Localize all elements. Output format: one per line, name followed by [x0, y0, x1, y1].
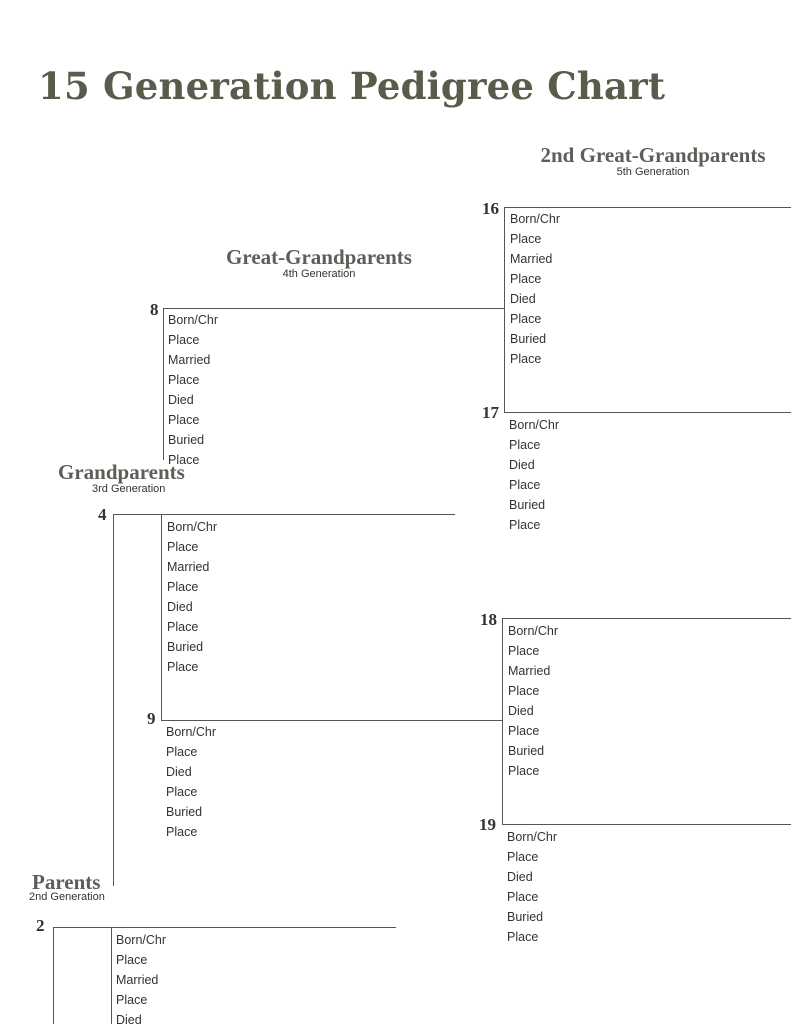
field-label: Born/Chr: [168, 313, 219, 327]
person-19-number: 19: [479, 815, 496, 834]
person-4-line: [113, 514, 455, 515]
field-label: Place: [168, 333, 200, 347]
person-4-fields: [167, 517, 217, 677]
field-label: Died: [508, 704, 534, 718]
field-label: Place: [509, 478, 541, 492]
field-label: Married: [167, 560, 210, 574]
person-4-number: 4: [98, 505, 107, 524]
field-label: Place: [167, 540, 199, 554]
person-9-line: [161, 720, 502, 721]
field-label: Buried: [168, 433, 205, 447]
field-label: Married: [508, 664, 551, 678]
field-label: Died: [509, 458, 535, 472]
field-label: Married: [510, 252, 553, 266]
field-label: Born/Chr: [508, 624, 559, 638]
person-18-number: 18: [480, 610, 497, 629]
connector-2-3: [53, 927, 54, 1024]
person-2-left-edge: [111, 927, 112, 1024]
field-label: Place: [509, 438, 541, 452]
person-2-number: 2: [36, 916, 45, 935]
field-label: Place: [508, 724, 540, 738]
field-label: Born/Chr: [166, 725, 217, 739]
person-16-fields: [510, 209, 560, 369]
person-2-fields: [116, 930, 166, 1030]
field-label: Place: [166, 825, 198, 839]
gen3-heading: Grandparents: [58, 460, 185, 484]
gen3-subheading: 3rd Generation: [92, 483, 166, 495]
field-label: Place: [166, 745, 198, 759]
field-label: Born/Chr: [510, 212, 561, 226]
field-label: Buried: [509, 498, 546, 512]
person-19-line: [502, 824, 791, 825]
person-18-fields: [508, 621, 558, 781]
field-label: Place: [510, 232, 542, 246]
person-17-line: [504, 412, 791, 413]
person-17-fields: [509, 415, 559, 535]
connector-18-19: [502, 618, 503, 825]
person-8-fields: [168, 310, 218, 470]
gen5-subheading: 5th Generation: [616, 166, 690, 178]
field-label: Buried: [510, 332, 547, 346]
person-19-fields: [507, 827, 557, 947]
field-label: Married: [116, 973, 159, 987]
field-label: Place: [508, 644, 540, 658]
field-label: Place: [510, 272, 542, 286]
person-8-line: [163, 308, 505, 309]
field-label: Place: [116, 993, 148, 1007]
field-label: Died: [510, 292, 536, 306]
field-label: Place: [116, 953, 148, 967]
person-8-left-edge: [163, 308, 164, 460]
field-label: Buried: [166, 805, 203, 819]
field-label: Place: [168, 453, 200, 467]
gen2-heading: Parents: [32, 870, 101, 894]
connector-4-5: [113, 514, 114, 886]
field-label: Died: [507, 870, 533, 884]
field-label: Buried: [167, 640, 204, 654]
field-label: Place: [507, 850, 539, 864]
gen4-subheading: 4th Generation: [282, 268, 356, 280]
field-label: Place: [168, 413, 200, 427]
person-8-number: 8: [150, 300, 159, 319]
gen5-heading: 2nd Great-Grandparents: [540, 143, 766, 167]
field-label: Born/Chr: [116, 933, 167, 947]
field-label: Died: [167, 600, 193, 614]
person-9-number: 9: [147, 709, 156, 728]
field-label: Buried: [508, 744, 545, 758]
field-label: Place: [508, 684, 540, 698]
person-17-number: 17: [482, 403, 499, 422]
person-16-line: [504, 207, 791, 208]
person-16-number: 16: [482, 199, 499, 218]
page-title: 15 Generation Pedigree Chart: [38, 64, 666, 108]
field-label: Place: [510, 312, 542, 326]
field-label: Married: [168, 353, 211, 367]
field-label: Place: [509, 518, 541, 532]
person-18-line: [502, 618, 791, 619]
field-label: Place: [167, 660, 199, 674]
field-label: Place: [508, 764, 540, 778]
field-label: Place: [167, 580, 199, 594]
person-2-line: [53, 927, 396, 928]
connector-16-17: [504, 207, 505, 413]
gen4-heading: Great-Grandparents: [226, 245, 412, 269]
gen2-subheading: 2nd Generation: [29, 891, 105, 903]
field-label: Place: [167, 620, 199, 634]
field-label: Died: [116, 1013, 142, 1027]
field-label: Place: [166, 785, 198, 799]
field-label: Place: [507, 930, 539, 944]
field-label: Died: [166, 765, 192, 779]
field-label: Died: [168, 393, 194, 407]
field-label: Place: [507, 890, 539, 904]
field-label: Buried: [507, 910, 544, 924]
connector-8-9: [161, 514, 162, 721]
field-label: Place: [168, 373, 200, 387]
person-9-fields: [166, 722, 216, 842]
field-label: Born/Chr: [507, 830, 558, 844]
field-label: Born/Chr: [167, 520, 218, 534]
field-label: Born/Chr: [509, 418, 560, 432]
field-label: Place: [510, 352, 542, 366]
